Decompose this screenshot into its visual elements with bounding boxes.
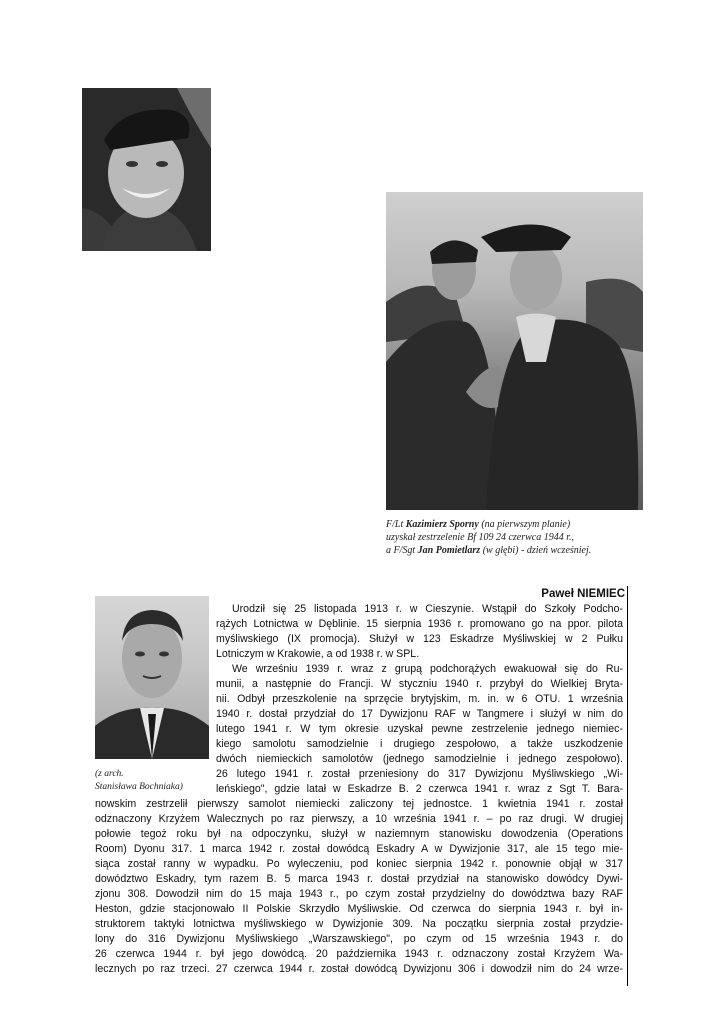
portrait-photo	[95, 596, 209, 759]
photo-caption	[386, 518, 666, 557]
bio-line: nowskim zestrzelił pierwszy samolot niemiecki zaliczony tej jednostce. 1 kwietnia 1941 r. został	[95, 798, 623, 810]
caption-name-2: Jan Pomietlarz	[417, 545, 481, 556]
caption-note-1: (na pierwszym planie)	[478, 519, 571, 530]
bio-line: lecznych po raz trzeci. 27 czerwca 1944 r. został dowódcą Dywizjonu 306 i dowodził nim do 24 wrze-	[95, 963, 623, 975]
bio-line: Lotniczym w Krakowie, a od 1938 r. w SPL.	[216, 648, 420, 660]
portrait-credit	[95, 768, 215, 794]
bio-line: munii, a następnie do Francji. W styczniu 1940 r. przybył do Wielkiej Bryta-	[216, 678, 623, 690]
bio-line: leńskiego", gdzie latał w Eskadrze B. 2 czerwca 1941 r. wraz z Sgt T. Bara-	[216, 783, 623, 795]
bio-line: 26 czerwca 1944 r. był jego dowódcą. 20 października 1943 r. odznaczony został Krzyżem Wa-	[95, 948, 623, 960]
bio-line: struktorem taktyki lotnictwa myśliwskiego w Dywizjonie 309. Na początku sierpnia został przydzie-	[95, 918, 623, 930]
bio-line: siąca został ranny w wypadku. Po wyleczeniu, pod koniec sierpnia 1942 r. ponownie objął w 317	[95, 858, 623, 870]
bio-line: zjonu 308. Dowodził nim do 15 maja 1943 r., po czym został przydzielny do dowództwa bazy RAF	[95, 888, 623, 900]
portrait-credit-line-2: Stanisława Bochniaka)	[95, 782, 183, 792]
bio-line: We wrześniu 1939 r. wraz z grupą podchorążych ewakuował się do Ru-	[232, 663, 623, 675]
bio-line: 26 lutego 1941 r. został przeniesiony do 317 Dywizjonu Myśliwskiego „Wi-	[216, 768, 623, 780]
bio-line: połowie tegoż roku był na odpoczynku, służył w naziemnym stanowisku dowodzenia (Operations	[95, 828, 623, 840]
bio-line: lutego 1941 r. W tym okresie uzyskał pewne zestrzelenie jednego niemiec-	[216, 723, 623, 735]
caption-rank-1: F/Lt	[386, 519, 406, 530]
bio-line: kiego samolotu samodzielnie i drugiego zespołowo, a także uszkodzenie	[216, 738, 623, 750]
bio-line: nii. Odbył przeszkolenie na sprzęcie brytyjskim, m. in. w 6 OTU. 1 września	[216, 693, 623, 705]
bio-line: Heston, gdzie stacjonowało II Polskie Skrzydło Myśliwskie. Od czerwca do sierpnia 1943 r. był in-	[95, 903, 623, 915]
caption-name-1: Kazimierz Sporny	[405, 519, 479, 530]
bio-line: 1940 r. dostał przydział do 17 Dywizjonu RAF w Tangmere i służył w nim do	[216, 708, 623, 720]
bio-line: myśliwskiego (IX promocja). Służył w 123 Eskadrze Myśliwskiej w 2 Pułku	[216, 633, 623, 645]
photo-smiling-airman	[82, 88, 211, 251]
bio-line: odznaczony Krzyżem Walecznych po raz pierwszy, a 10 września 1941 r. – po raz drugi. W drugiej	[95, 813, 623, 825]
bio-line: Room) Dyonu 317. 1 marca 1942 r. został dowódcą Eskadry A w Dywizjonie 317, ale 15 tego mie-	[95, 843, 623, 855]
caption-line-2: uzyskał zestrzelenie Bf 109 24 czerwca 1944 r.,	[386, 532, 575, 543]
bio-line: dwóch niemieckich samolotów (jednego samodzielnie i jednego zespołowo).	[216, 753, 623, 765]
caption-note-2: (w głębi) - dzień wcześniej.	[480, 545, 592, 556]
bio-line: rążych Lotnictwa w Dęblinie. 15 sierpnia 1936 r. promowano go na ppor. pilota	[216, 618, 623, 630]
portrait-credit-line-1: (z arch.	[95, 769, 124, 779]
bio-line: dowództwo Eskadry, tym razem B. 5 marca 1943 r. dostał przydział na stanowisko dowódcy Dywi-	[95, 873, 623, 885]
bio-name: Paweł NIEMIEC	[541, 588, 625, 600]
bio-line: lony do 316 Dywizjonu Myśliwskiego „Warszawskiego", po czym od 15 września 1943 r. do	[95, 933, 623, 945]
caption-rank-2: a F/Sgt	[386, 545, 418, 556]
bio-line: Urodził się 25 listopada 1913 r. w Cieszynie. Wstąpił do Szkoły Podcho-	[232, 603, 623, 615]
photo-two-airmen	[386, 192, 643, 510]
